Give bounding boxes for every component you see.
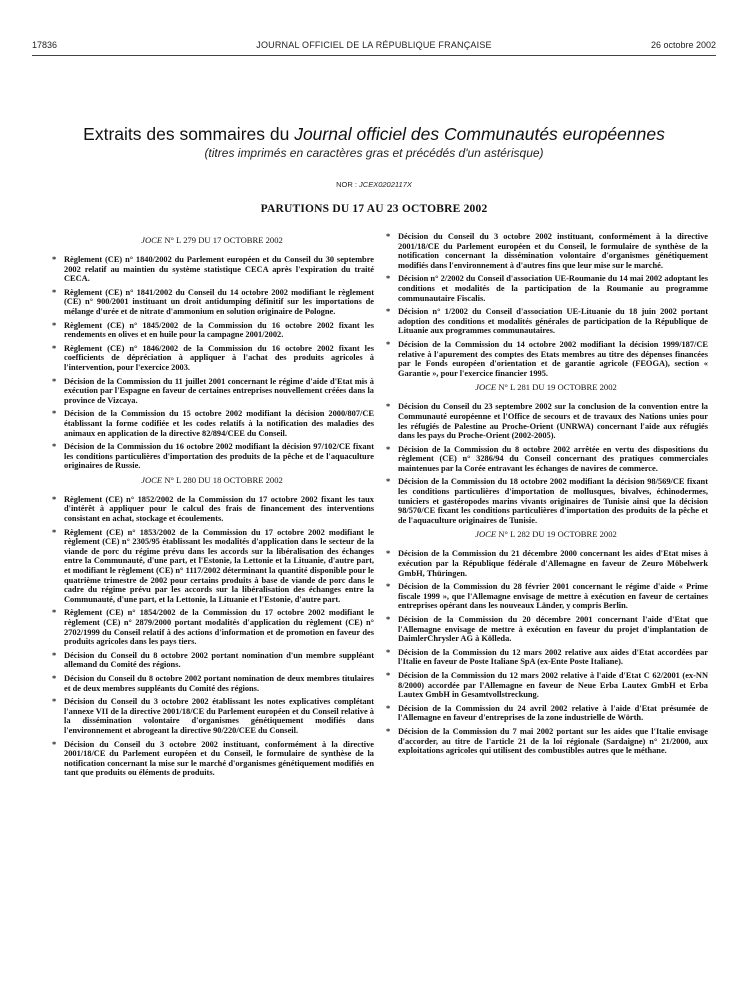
entry-text: Décision du Conseil du 8 octobre 2002 portant nomination de deux membres titulaires et de deux membres suppléants du Comité des régions. <box>64 673 374 693</box>
entry-text: Règlement (CE) n° 1845/2002 de la Commission du 16 octobre 2002 fixant les rendements en olives et en huile pour la campagne 2001/2002. <box>64 320 374 340</box>
entry-text: Règlement (CE) n° 1853/2002 de la Commission du 17 octobre 2002 modifiant le règlement (CE) n° 2305/95 établissant les modalités d'application dans le secteur de la viande de porc du régime prévu dans les accords sur la libéralisation des échanges entre la Communauté, d'une part, et l'Estonie, la Lettonie et la Lituanie, d'autre part, et modifiant le règlement (CE) n° 1117/2002 déterminant la quantité disponible pour le quatrième trimestre de 2002 pour certains produits à base de viande de porc dans le cadre du régime prévu par les accords sur la libéralisation des échanges entre la Communauté, d'une part, et la Lettonie, la Lituanie et l'Estonie, d'autre part. <box>64 527 374 604</box>
nor-reference <box>0 180 748 189</box>
summary-entry <box>384 232 708 270</box>
entry-list <box>384 402 708 525</box>
summary-entry <box>384 340 708 378</box>
summary-entry <box>384 727 708 756</box>
nor-value: JCEX0202117X <box>359 180 412 189</box>
title-prefix: Extraits des sommaires du <box>83 124 295 144</box>
joce-heading <box>384 529 708 540</box>
summary-entry <box>50 608 374 646</box>
joce-heading <box>384 382 708 393</box>
joce-number: N° L 282 DU 19 OCTOBRE 2002 <box>496 529 617 540</box>
entry-text: Décision de la Commission du 8 octobre 2002 arrêtée en vertu des dispositions du règlement (CE) n° 3286/94 du Conseil concernant des pratiques commerciales maintenues par la Corée entravant les échanges de navires de commerce. <box>398 444 708 473</box>
entry-text: Décision de la Commission du 11 juillet 2001 concernant le régime d'aide d'Etat mis à exécution par l'Espagne en faveur de certaines entreprises nouvellement créées dans la province de Vizcaya. <box>64 376 374 405</box>
asterisk-marker: * <box>52 442 57 452</box>
page-number: 17836 <box>32 40 58 50</box>
summary-entry <box>50 255 374 284</box>
asterisk-marker: * <box>386 339 391 349</box>
page-subtitle: (titres imprimés en caractères gras et précédés d'un astérisque) <box>204 146 544 160</box>
summary-entry <box>50 344 374 373</box>
title-journal-name: Journal officiel des Communautés européennes <box>294 124 665 144</box>
asterisk-marker: * <box>386 549 391 559</box>
summary-entry <box>384 549 708 578</box>
asterisk-marker: * <box>52 409 57 419</box>
asterisk-marker: * <box>386 703 391 713</box>
summary-entry <box>384 274 708 303</box>
summary-entry <box>384 582 708 611</box>
asterisk-marker: * <box>52 673 57 683</box>
asterisk-marker: * <box>52 697 57 707</box>
left-column <box>50 232 374 782</box>
summary-entry <box>50 651 374 670</box>
joce-number: N° L 280 DU 18 OCTOBRE 2002 <box>162 474 283 485</box>
asterisk-marker: * <box>52 255 57 264</box>
summary-entry <box>384 307 708 336</box>
joce-number: N° L 281 DU 19 OCTOBRE 2002 <box>496 382 617 393</box>
entry-text: Décision de la Commission du 28 février 2001 concernant le régime d'aide « Prime fiscale 1999 », que l'Allemagne envisage de mettre à exécution en faveur de certaines entreprises opérant dans les nouveaux Länder, y compris Berlin. <box>398 582 708 611</box>
summary-entry <box>50 528 374 605</box>
asterisk-marker: * <box>386 726 391 736</box>
asterisk-marker: * <box>52 739 57 749</box>
entry-text: Règlement (CE) n° 1846/2002 de la Commission du 16 octobre 2002 fixant les coefficients de dépréciation à appliquer à l'achat des produits agricoles à l'intervention, pour l'exercice 2003. <box>64 343 374 372</box>
entry-text: Décision du Conseil du 3 octobre 2002 établissant les notes explicatives complétant l'annexe VII de la directive 2001/18/CE du Parlement européen et du Conseil relative à la dissémination volontaire d'organismes génétiquement modifiés dans l'environnement et abrogeant la directive 90/220/CEE du Conseil. <box>64 697 374 735</box>
entry-text: Décision n° 2/2002 du Conseil d'association UE-Roumanie du 14 mai 2002 adoptant les conditions et modalités de la participation de la Roumanie au programme communautaire Fiscalis. <box>398 274 708 303</box>
asterisk-marker: * <box>386 274 391 284</box>
summary-entry <box>384 402 708 440</box>
joce-label: JOCE <box>475 382 497 393</box>
running-header <box>32 40 716 54</box>
asterisk-marker: * <box>52 287 57 297</box>
summary-entry <box>384 671 708 700</box>
entry-list <box>50 255 374 471</box>
joce-heading <box>50 475 374 486</box>
entry-text: Décision de la Commission du 14 octobre 2002 modifiant la décision 1999/187/CE relative à l'apurement des comptes des Etats membres au titre des dépenses financées par le Fonds européen d'orientation et de garantie agricole (FEOGA), section « Garantie », pour l'exercice financier 1995. <box>398 339 708 378</box>
entry-text: Règlement (CE) n° 1841/2002 du Conseil du 14 octobre 2002 modifiant le règlement (CE) n° 900/2001 instituant un droit antidumping définitif sur les importations de mélange d'urée et de nitrate d'ammonium en solution originaire de Pologne. <box>64 287 374 316</box>
entry-text: Règlement (CE) n° 1854/2002 de la Commission du 17 octobre 2002 modifiant le règlement (CE) n° 2879/2000 portant modalités d'application du règlement (CE) n° 2702/1999 du Conseil relatif à des actions d'information et de promotion en faveur des produits agricoles dans les pays tiers. <box>64 608 374 647</box>
entry-text: Décision du Conseil du 3 octobre 2002 instituant, conformément à la directive 2001/18/CE du Parlement européen et du Conseil, le formulaire de synthèse de la notification concernant la mise sur le marché d'organismes génétiquement modifiés en tant que produits ou éléments de produits. <box>64 739 374 778</box>
entry-text: Décision du Conseil du 8 octobre 2002 portant nomination d'un membre suppléant allemand du Comité des régions. <box>64 650 374 670</box>
asterisk-marker: * <box>52 608 57 618</box>
summary-entry <box>50 674 374 693</box>
asterisk-marker: * <box>386 444 391 454</box>
summary-entry <box>384 477 708 525</box>
summary-entry <box>50 288 374 317</box>
asterisk-marker: * <box>52 376 57 386</box>
entry-list <box>384 232 708 378</box>
entry-text: Décision de la Commission du 24 avril 2002 relative à l'aide d'Etat présumée de l'Allemagne en faveur d'entreprises de la zone industrielle de Wörth. <box>398 703 708 723</box>
summary-entry <box>384 445 708 474</box>
entry-text: Décision du Conseil du 3 octobre 2002 instituant, conformément à la directive 2001/18/CE du Parlement européen et du Conseil, le formulaire de synthèse de la notification concernant la dissémination volontaire d'organismes génétiquement modifiés dans l'environnement à d'autres fins que leur mise sur le marché. <box>398 232 708 270</box>
asterisk-marker: * <box>386 670 391 680</box>
entry-text: Décision de la Commission du 16 octobre 2002 modifiant la décision 97/102/CE fixant les conditions particulières d'importation des produits de la pêche et de l'aquaculture originaires de Russie. <box>64 442 374 471</box>
summary-entry <box>50 495 374 524</box>
joce-label: JOCE <box>141 474 163 485</box>
asterisk-marker: * <box>386 647 391 657</box>
entry-text: Décision de la Commission du 15 octobre 2002 modifiant la décision 2000/807/CE établissant la forme codifiée et les codes relatifs à la notification des maladies des animaux en application de la directive 82/894/CEE du Conseil. <box>64 409 374 438</box>
asterisk-marker: * <box>52 650 57 660</box>
entry-text: Décision de la Commission du 21 décembre 2000 concernant les aides d'Etat mises à exécution par la République fédérale d'Allemagne en faveur de Zeuro Möbelwerk GmbH, Thüringen. <box>398 549 708 578</box>
summary-entry <box>50 409 374 438</box>
entry-text: Décision de la Commission du 18 octobre 2002 modifiant la décision 98/569/CE fixant les conditions particulières d'importation de mollusques, bivalves, échinodermes, tuniciers et gastéropodes marins vivants originaires de Tunisie ainsi que la décision 98/570/CE fixant les conditions particulières d'importation des produits de la pêche et de l'aquaculture originaires de Tunisie. <box>398 477 708 525</box>
summary-entry <box>50 740 374 778</box>
right-column <box>384 232 708 760</box>
summary-entry <box>384 648 708 667</box>
asterisk-marker: * <box>386 582 391 592</box>
summary-entry <box>50 697 374 735</box>
entry-list <box>384 549 708 755</box>
joce-label: JOCE <box>141 235 163 245</box>
asterisk-marker: * <box>52 494 57 504</box>
entry-text: Décision n° 1/2002 du Conseil d'association UE-Lituanie du 18 juin 2002 portant adoption des conditions et modalités générales de participation de la République de Lituanie aux programmes communautaires. <box>398 307 708 336</box>
joce-label: JOCE <box>475 529 497 540</box>
asterisk-marker: * <box>386 477 391 487</box>
header-rule <box>32 55 716 56</box>
entry-text: Décision de la Commission du 12 mars 2002 relative à l'aide d'Etat C 62/2001 (ex-NN 8/2000) accordée par l'Allemagne en faveur de Neue Erba Lautex GmbH et Erba Lautex GmbH in Gesamtvollstreckung. <box>398 670 708 700</box>
joce-number: N° L 279 DU 17 OCTOBRE 2002 <box>162 235 283 245</box>
asterisk-marker: * <box>52 343 57 353</box>
entry-list <box>50 495 374 778</box>
entry-text: Règlement (CE) n° 1852/2002 de la Commission du 17 octobre 2002 fixant les taux d'intérêt à appliquer pour le calcul des frais de financement des interventions consistant en achat, stockage et écoulements. <box>64 494 374 524</box>
publication-period: PARUTIONS DU 17 AU 23 OCTOBRE 2002 <box>260 203 488 215</box>
entry-text: Décision de la Commission du 20 décembre 2001 concernant l'aide d'Etat que l'Allemagne envisage de mettre à exécution en faveur du projet d'implantation de DaimlerChrysler AG à Kölleda. <box>398 615 708 644</box>
asterisk-marker: * <box>52 320 57 330</box>
entry-text: Règlement (CE) n° 1840/2002 du Parlement européen et du Conseil du 30 septembre 2002 relatif au maintien du système statistique CECA après l'expiration du traité CECA. <box>64 255 374 284</box>
asterisk-marker: * <box>386 402 391 412</box>
summary-entry <box>50 377 374 406</box>
summary-entry <box>50 442 374 471</box>
issue-date: 26 octobre 2002 <box>650 40 716 50</box>
page-title <box>0 124 748 145</box>
summary-entry <box>384 615 708 644</box>
entry-text: Décision de la Commission du 7 mai 2002 portant sur les aides que l'Italie envisage d'accorder, au titre de l'article 21 de la loi régionale (Sardaigne) n° 21/2000, aux exploitations agricoles qui utilisent des combustibles autres que le méthane. <box>398 726 708 756</box>
summary-entry <box>384 704 708 723</box>
journal-name: JOURNAL OFFICIEL DE LA RÉPUBLIQUE FRANÇAISE <box>256 40 492 50</box>
asterisk-marker: * <box>386 615 391 624</box>
nor-label: NOR : <box>336 180 360 189</box>
entry-text: Décision du Conseil du 23 septembre 2002 sur la conclusion de la convention entre la Communauté européenne et l'Office de secours et de travaux des Nations unies pour les réfugiés de Palestine au Proche-Orient (UNRWA) concernant l'aide aux réfugiés dans les pays du Proche-Orient (2002-2005). <box>398 402 708 441</box>
asterisk-marker: * <box>52 527 57 537</box>
asterisk-marker: * <box>386 232 391 241</box>
joce-heading <box>50 235 374 246</box>
asterisk-marker: * <box>386 307 391 317</box>
summary-entry <box>50 321 374 340</box>
entry-text: Décision de la Commission du 12 mars 2002 relative aux aides d'Etat accordées par l'Italie en faveur de Poste Italiane SpA (ex-Ente Poste Italiane). <box>398 647 708 667</box>
